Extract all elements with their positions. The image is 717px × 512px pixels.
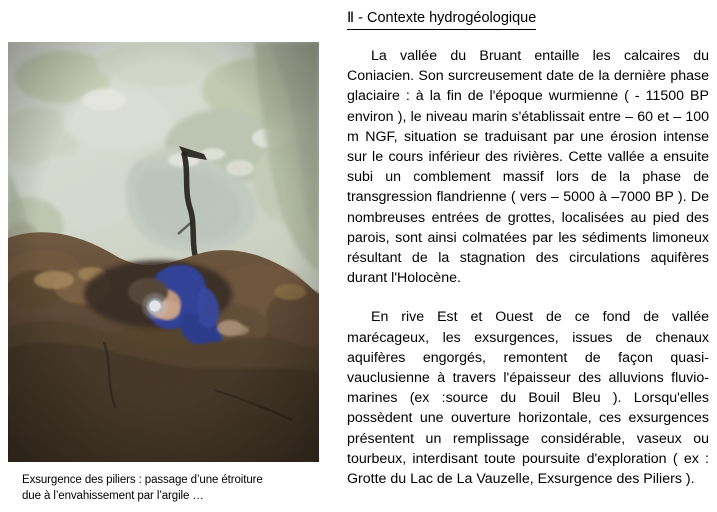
figure-caption-line-1: Exsurgence des piliers : passage d’une étroiture xyxy=(22,474,263,486)
paragraph-1-text: La vallée du Bruant entaille les calcaires du Coniacien. Son surcreusement date de la dernière phase glaciaire : à la fin de l'époque wurmienne ( - 11500 BP environ ), le niveau marin s'établissait entre – 60 et – 100 m NGF, situation se traduisant par une érosion intense sur le cours inférieur des rivières. Cette vallée a ensuite subi un comblement massif lors de la phase de transgression flandrienne ( vers – 5000 à –7000 BP ). De nombreuses entrées de grottes, localisées au pied des parois, sont ainsi colmatées par les sédiments limoneux résultant de la stagnation des circulations aquifères durant l'Holocène. xyxy=(347,48,709,287)
figure-caption-line-2: due à l’envahissement par l’argile … xyxy=(22,490,204,502)
cave-photograph-graphic xyxy=(8,42,319,462)
text-column xyxy=(347,8,709,489)
paragraph-1 xyxy=(347,46,709,288)
section-heading: Ⅱ - Contexte hydrogéologique xyxy=(347,8,536,30)
figure-photo-block xyxy=(8,42,319,462)
cave-photograph xyxy=(8,42,319,462)
paragraph-2-text: En rive Est et Ouest de ce fond de vallée marécageux, les exsurgences, issues de chenaux aquifères engorgés, remontent de façon quasi-vauclusienne à travers l'épaisseur des alluvions fluvio-marines (ex :source du Bouil Bleu ). Lorsqu'elles possèdent une ouverture horizontale, ces exsurgences présentent un remplissage considérable, vaseux ou tourbeux, interdisant toute poursuite d'exploration ( ex : Grotte du Lac de La Vauzelle, Exsurgence des Piliers ). xyxy=(347,309,709,488)
figure-caption xyxy=(22,472,322,504)
paragraph-2 xyxy=(347,307,709,489)
